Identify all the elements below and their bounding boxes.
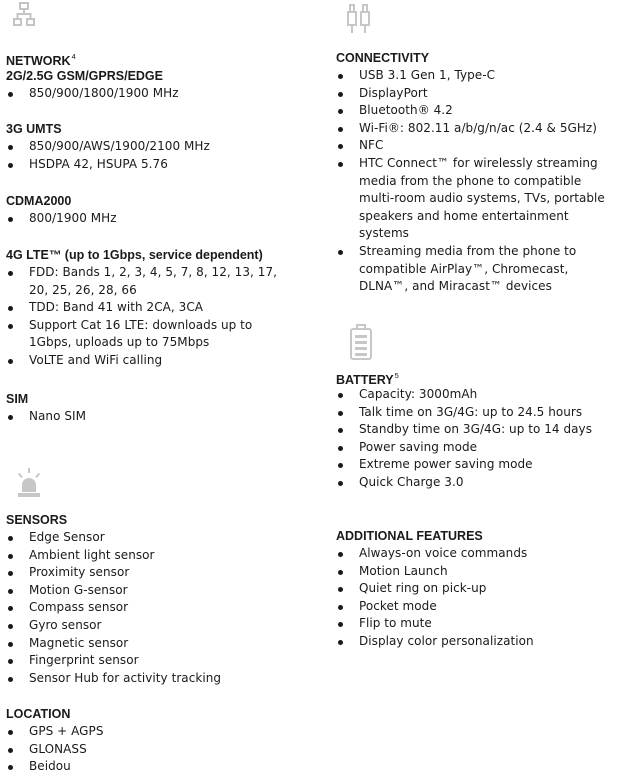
additional-features-heading: ADDITIONAL FEATURES <box>336 529 483 543</box>
sim-heading: SIM <box>6 392 29 406</box>
list-item: Flip to mute <box>336 615 620 633</box>
battery-section <box>336 368 620 492</box>
list-item: Display color personalization <box>336 633 620 651</box>
connectivity-heading: CONNECTIVITY <box>336 51 430 65</box>
network-lte-group <box>6 246 296 370</box>
list-item: Pocket mode <box>336 598 620 616</box>
list-item: FDD: Bands 1, 2, 3, 4, 5, 7, 8, 12, 13, 17, 20, 25, 26, 28, 66 <box>6 264 296 299</box>
alarm-light-icon <box>16 468 42 498</box>
list-item: Streaming media from the phone to compatible AirPlay™, Chromecast, DLNA™, and Miracast™ devices <box>336 243 620 296</box>
network-section <box>6 49 296 103</box>
network-footnote: 4 <box>71 52 76 61</box>
list-item: 850/900/1800/1900 MHz <box>6 85 296 103</box>
list-item: Sensor Hub for activity tracking <box>6 670 296 688</box>
list-item: VoLTE and WiFi calling <box>6 352 296 370</box>
connectivity-section <box>336 49 620 296</box>
network-group-title: 2G/2.5G GSM/GPRS/EDGE <box>6 69 163 83</box>
list-item: Proximity sensor <box>6 564 296 582</box>
network-group-title: 4G LTE™ (up to 1Gbps, service dependent) <box>6 248 263 262</box>
network-group-title: 3G UMTS <box>6 122 62 136</box>
location-section <box>6 705 296 776</box>
list-item: Compass sensor <box>6 599 296 617</box>
list-item: DisplayPort <box>336 85 620 103</box>
network-group-title: CDMA2000 <box>6 194 72 208</box>
battery-heading: BATTERY$^5$ <box>336 371 399 388</box>
list-item: Power saving mode <box>336 439 620 457</box>
list-item: Bluetooth® 4.2 <box>336 102 620 120</box>
sensors-section <box>6 511 296 687</box>
list-item: Nano SIM <box>6 408 296 426</box>
list-item: GPS + AGPS <box>6 723 296 741</box>
list-item: 850/900/AWS/1900/2100 MHz <box>6 138 296 156</box>
list-item: Capacity: 3000mAh <box>336 386 620 404</box>
list-item: Always-on voice commands <box>336 545 620 563</box>
list-item: Motion Launch <box>336 563 620 581</box>
additional-features-section <box>336 527 620 651</box>
sim-section <box>6 390 296 426</box>
location-heading: LOCATION <box>6 707 71 721</box>
network-heading: NETWORK$^4$ <box>6 52 76 69</box>
list-item: Ambient light sensor <box>6 547 296 565</box>
list-item: Support Cat 16 LTE: downloads up to 1Gbps, uploads up to 75Mbps <box>6 317 296 352</box>
list-item: TDD: Band 41 with 2CA, 3CA <box>6 299 296 317</box>
battery-footnote: 5 <box>394 371 399 380</box>
list-item: Talk time on 3G/4G: up to 24.5 hours <box>336 404 620 422</box>
network-cdma-group <box>6 192 296 228</box>
list-item: GLONASS <box>6 741 296 759</box>
list-item: Quiet ring on pick-up <box>336 580 620 598</box>
network-3g-group <box>6 120 296 173</box>
sensors-heading: SENSORS <box>6 513 68 527</box>
list-item: Motion G-sensor <box>6 582 296 600</box>
list-item: Edge Sensor <box>6 529 296 547</box>
list-item: Fingerprint sensor <box>6 652 296 670</box>
network-icon <box>13 2 35 28</box>
list-item: HSDPA 42, HSUPA 5.76 <box>6 156 296 174</box>
list-item: Quick Charge 3.0 <box>336 474 620 492</box>
list-item: Wi-Fi®: 802.11 a/b/g/n/ac (2.4 & 5GHz) <box>336 120 620 138</box>
list-item: Extreme power saving mode <box>336 456 620 474</box>
list-item: Standby time on 3G/4G: up to 14 days <box>336 421 620 439</box>
list-item: NFC <box>336 137 620 155</box>
usb-plug-icon <box>346 3 372 35</box>
list-item: Beidou <box>6 758 296 776</box>
list-item: Magnetic sensor <box>6 635 296 653</box>
list-item: HTC Connect™ for wirelessly streaming media from the phone to compatible multi-room audio systems, TVs, portable speakers and home entertainment systems <box>336 155 620 243</box>
list-item: 800/1900 MHz <box>6 210 296 228</box>
list-item: Gyro sensor <box>6 617 296 635</box>
battery-icon <box>350 324 372 360</box>
list-item: USB 3.1 Gen 1, Type-C <box>336 67 620 85</box>
